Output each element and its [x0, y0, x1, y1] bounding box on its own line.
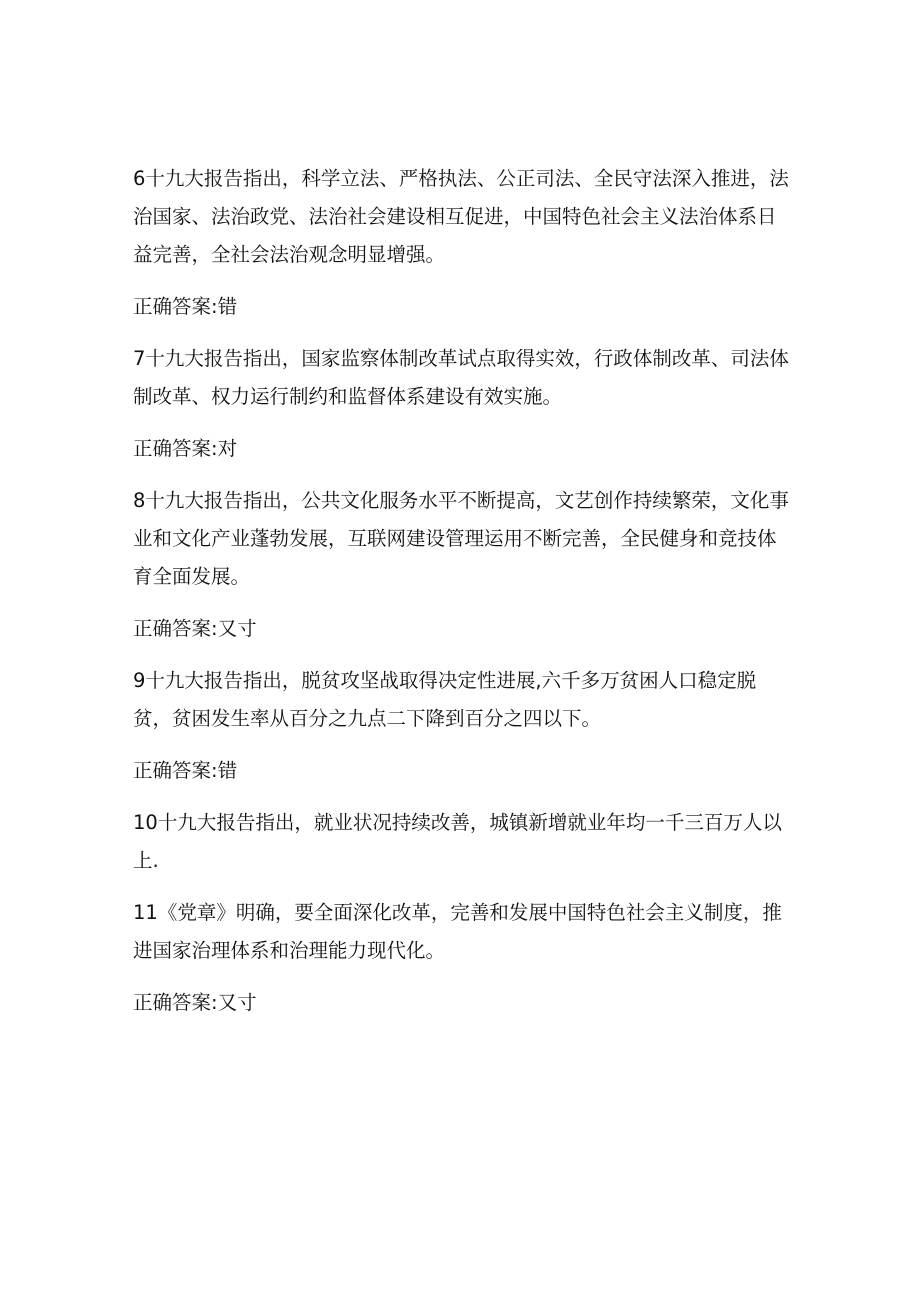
question-6: 6十九大报告指出，科学立法、严格执法、公正司法、全民守法深入推进，法治国家、法治政党、法治社会建设相互促进，中国特色社会主义法治体系日益完善，全社会法治观念明显增强。	[133, 167, 789, 266]
answer-7: 正确答案:对	[133, 437, 238, 460]
question-9: 9十九大报告指出，脱贫攻坚战取得决定性进展,六千多万贫困人口稳定脱贫，贫困发生率从百分之九点二下降到百分之四以下。	[133, 669, 757, 730]
answer-11: 正确答案:又寸	[133, 991, 257, 1014]
document-body	[133, 160, 793, 1036]
answer-6: 正确答案:错	[133, 295, 238, 318]
question-10: 10十九大报告指出，就业状况持续改善，城镇新增就业年均一千三百万人以上.	[133, 811, 782, 872]
question-11: 11《党章》明确，要全面深化改革，完善和发展中国特色社会主义制度，推进国家治理体系和治理能力现代化。	[133, 901, 782, 962]
question-8: 8十九大报告指出，公共文化服务水平不断提高，文艺创作持续繁荣，文化事业和文化产业蓬勃发展，互联网建设管理运用不断完善，全民健身和竞技体育全面发展。	[133, 489, 789, 588]
answer-8: 正确答案:又寸	[133, 617, 257, 640]
question-7: 7十九大报告指出，国家监察体制改革试点取得实效，行政体制改革、司法体制改革、权力运行制约和监督体系建设有效实施。	[133, 347, 789, 408]
answer-9: 正确答案:错	[133, 759, 238, 782]
